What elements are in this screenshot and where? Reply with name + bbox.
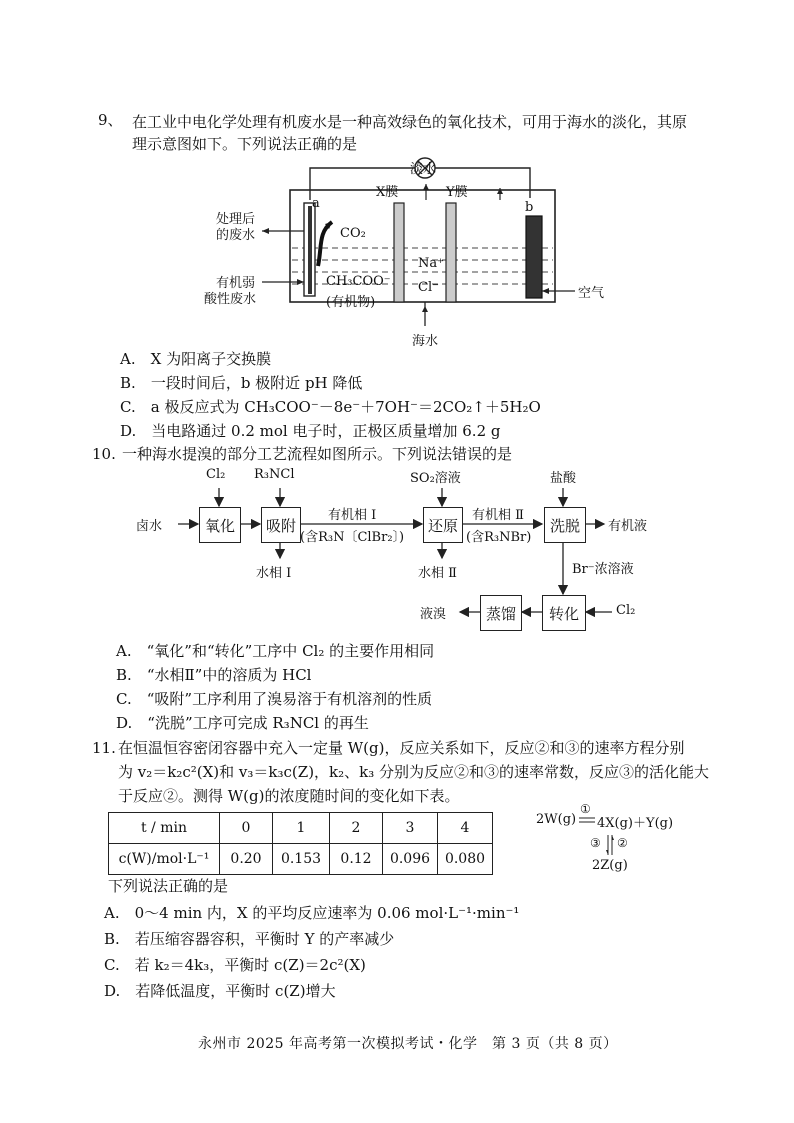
concentration-cell: 0.153: [273, 844, 330, 875]
concentration-cell: 0.096: [383, 844, 438, 875]
q9-option-a: A. X 为阳离子交换膜: [120, 350, 272, 368]
cl2-top-label: Cl₂: [206, 467, 226, 482]
q11-option-c: C. 若 k₂＝4k₃，平衡时 c(Z)＝2c²(X): [104, 956, 366, 974]
cl-ion-label: Cl⁻: [418, 280, 439, 295]
organic-water-label-1: 有机弱: [216, 276, 256, 291]
scheme-left: 2W(g): [536, 812, 577, 827]
time-cell: 2: [330, 813, 383, 844]
time-header: t / min: [109, 813, 220, 844]
concentration-header: c(W)/mol·L⁻¹: [109, 844, 220, 875]
q9-option-d: D. 当电路通过 0.2 mol 电子时，正极区质量增加 6.2 g: [120, 422, 501, 440]
page-footer: 永州市 2025 年高考第一次模拟考试・化学 第 3 页（共 8 页）: [198, 1036, 618, 1052]
na-ion-label: Na⁺: [418, 256, 444, 271]
vertical-equilibrium-arrow: [605, 834, 615, 856]
q11-option-a: A. 0～4 min 内，X 的平均反应速率为 0.06 mol·L⁻¹·min⁻¹: [104, 904, 520, 922]
organic-phase2-sub: (含R₃NBr): [466, 530, 532, 545]
table-row: [109, 813, 493, 844]
concentration-cell: 0.12: [330, 844, 383, 875]
concentration-cell: 0.080: [438, 844, 493, 875]
q10-option-c: C. “吸附”工序利用了溴易溶于有机溶剂的性质: [116, 690, 433, 708]
brine-label: 卤水: [136, 519, 163, 534]
q9-stem-line2: 理示意图如下。下列说法正确的是: [132, 135, 358, 153]
q11-marker: 11.: [92, 739, 116, 757]
concentration-table: [108, 812, 493, 875]
q11-stem-line3: 于反应②。测得 W(g)的浓度随时间的变化如下表。: [118, 787, 460, 805]
organic-water-label-2: 酸性废水: [204, 292, 257, 307]
organic-liquid-label: 有机液: [608, 519, 648, 534]
q11-option-b: B. 若压缩容器容积，平衡时 Y 的产率减少: [104, 930, 395, 948]
time-cell: 4: [438, 813, 493, 844]
q10-option-b: B. “水相Ⅱ”中的溶质为 HCl: [116, 666, 312, 684]
treated-water-label-2: 的废水: [216, 228, 256, 243]
q11-prompt: 下列说法正确的是: [108, 877, 229, 895]
equilibrium-arrow: [578, 816, 596, 824]
liquid-bromine-label: 液溴: [420, 607, 447, 622]
time-cell: 0: [220, 813, 273, 844]
r3ncl-label: R₃NCl: [254, 467, 295, 482]
q9-marker: 9、: [98, 111, 123, 129]
q9-stem-line1: 在工业中电化学处理有机废水是一种高效绿色的氧化技术，可用于海水的淡化，其原: [132, 113, 688, 131]
q9-option-c: C. a 极反应式为 CH₃COO⁻－8e⁻＋7OH⁻＝2CO₂↑＋5H₂O: [120, 398, 541, 416]
q11-stem-line1: 在恒温恒容密闭容器中充入一定量 W(g)，反应关系如下，反应②和③的速率方程分别: [118, 739, 685, 757]
electrode-b-label: b: [525, 200, 534, 215]
organic-label: (有机物): [326, 295, 376, 310]
q11-option-d: D. 若降低温度，平衡时 c(Z)增大: [104, 982, 336, 1000]
q11-stem-line2: 为 v₂＝k₂c²(X)和 v₃＝k₃c(Z)，k₂、k₃ 分别为反应②和③的速率常数，反应③的活化能大: [118, 763, 710, 781]
concentration-cell: 0.20: [220, 844, 273, 875]
q10-stem: 一种海水提溴的部分工艺流程如图所示。下列说法错误的是: [122, 445, 513, 463]
water-phase1-label: 水相 Ⅰ: [256, 566, 292, 581]
organic-phase2-label: 有机相 Ⅱ: [472, 508, 524, 523]
organic-phase1-sub: (含R₃N〔ClBr₂〕): [300, 530, 405, 545]
table-row: [109, 844, 493, 875]
adsorb-step: 吸附: [261, 507, 301, 543]
hcl-label: 盐酸: [550, 471, 577, 486]
elute-step: 洗脱: [544, 507, 586, 543]
x-membrane-label: X膜: [376, 185, 399, 200]
q10-option-d: D. “洗脱”工序可完成 R₃NCl 的再生: [116, 714, 369, 732]
electrolysis-cell-diagram: [200, 148, 620, 358]
distill-step: 蒸馏: [480, 595, 522, 631]
q10-marker: 10.: [92, 445, 116, 463]
water-phase2-label: 水相 Ⅱ: [418, 566, 457, 581]
scheme-right: 4X(g)＋Y(g): [597, 816, 674, 831]
seawater-label: 海水: [412, 334, 439, 349]
co2-label: CO₂: [340, 226, 366, 241]
treated-water-label-1: 处理后: [216, 212, 256, 227]
y-membrane-label: Y膜: [446, 185, 468, 200]
electrode-a-label: a: [312, 196, 320, 211]
oxidize-step: 氧化: [199, 507, 241, 543]
br-concentrate-label: Br⁻浓溶液: [572, 562, 634, 577]
cl2-right-label: Cl₂: [616, 603, 636, 618]
time-cell: 3: [383, 813, 438, 844]
light-water-label: 淡水: [410, 162, 437, 177]
organic-phase1-label: 有机相 Ⅰ: [328, 508, 377, 523]
q10-option-a: A. “氧化”和“转化”工序中 Cl₂ 的主要作用相同: [116, 642, 435, 660]
transform-step: 转化: [542, 595, 586, 631]
air-label: 空气: [578, 286, 605, 301]
scheme-circle-2: ②: [617, 836, 628, 850]
scheme-bottom: 2Z(g): [592, 858, 628, 873]
time-cell: 1: [273, 813, 330, 844]
scheme-circle-3: ③: [590, 836, 601, 850]
q9-option-b: B. 一段时间后，b 极附近 pH 降低: [120, 374, 363, 392]
reduce-step: 还原: [423, 507, 463, 543]
scheme-circle-1: ①: [580, 802, 591, 816]
so2-label: SO₂溶液: [410, 471, 461, 486]
acetate-label: CH₃COO⁻: [326, 274, 391, 289]
